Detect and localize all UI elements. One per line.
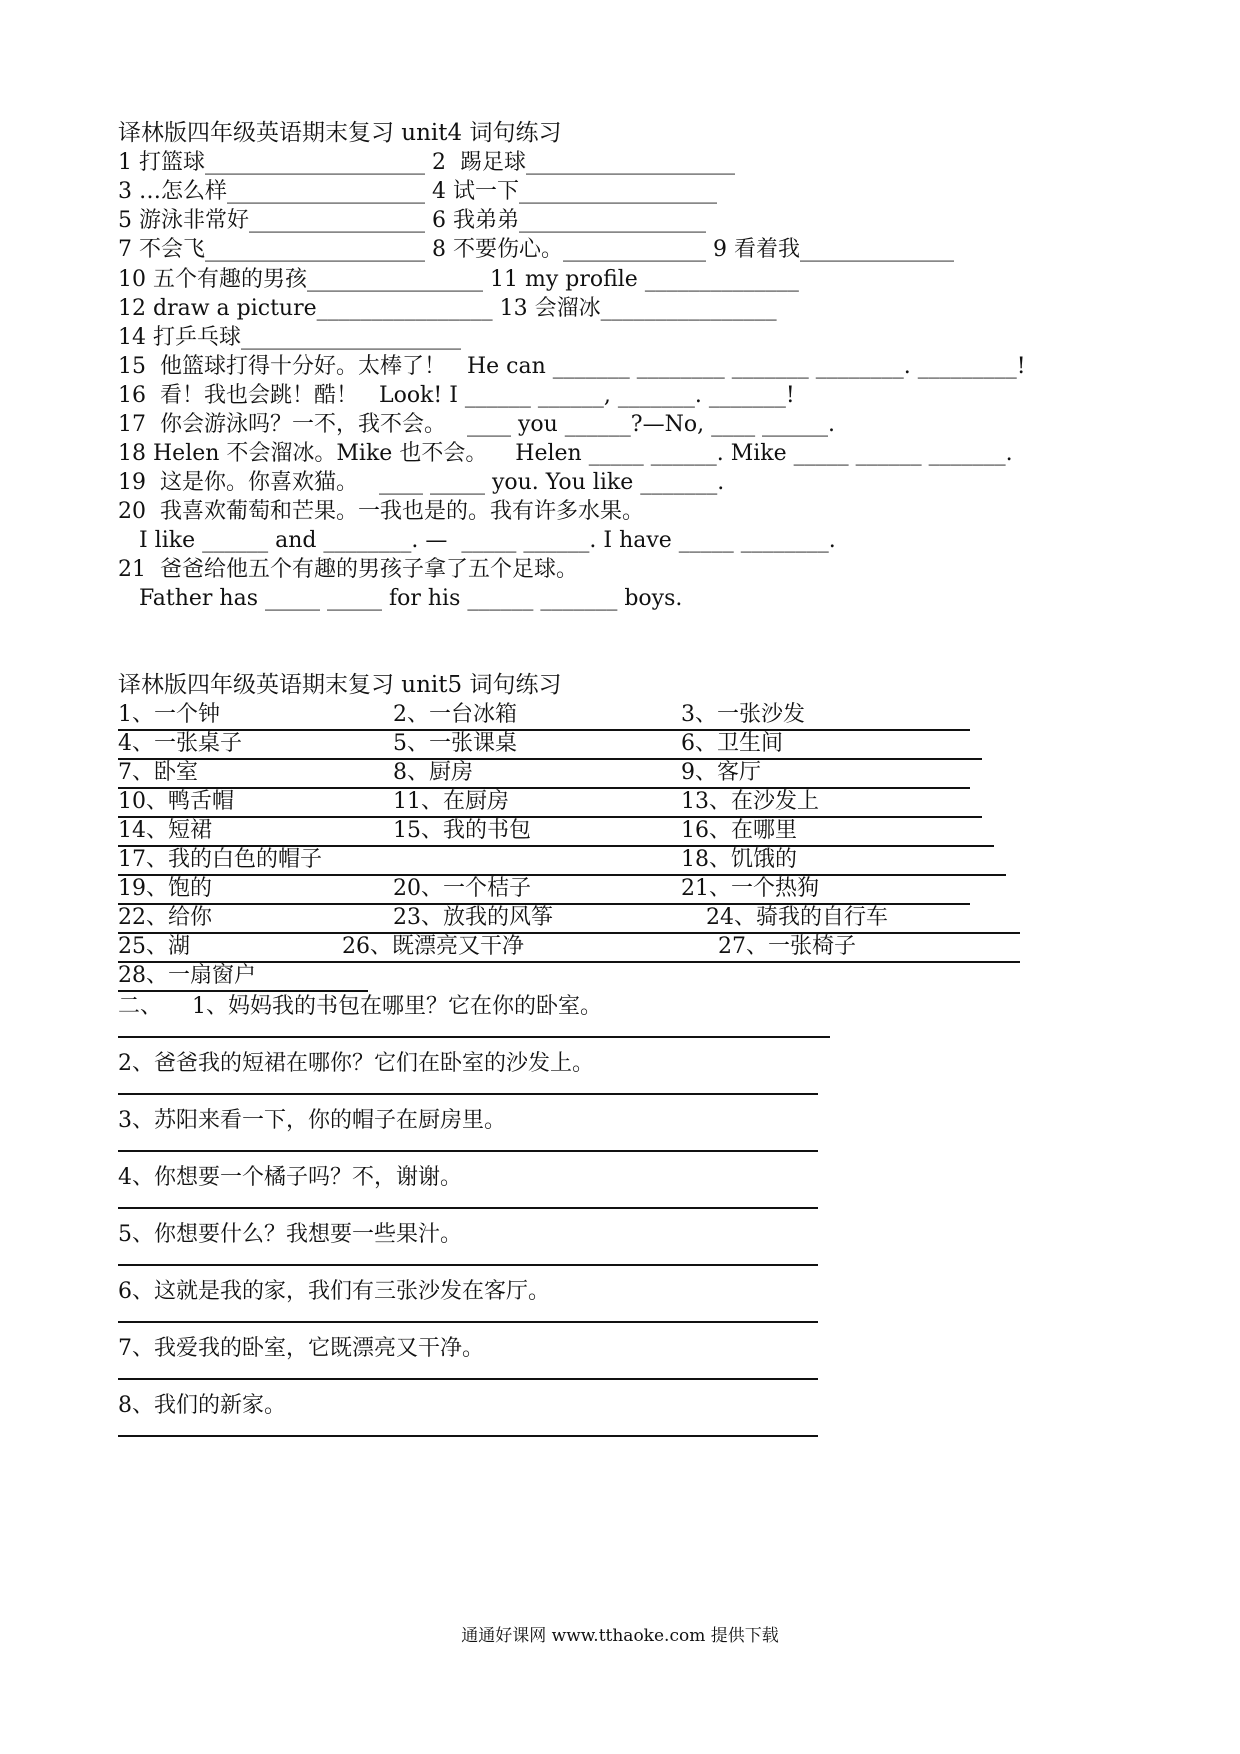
sentence-item: 3、苏阳来看一下，你的帽子在厨房里。	[118, 1108, 506, 1133]
vocab-item: 15、我的书包	[393, 818, 531, 843]
vocab-item: 20、一个桔子	[393, 876, 531, 901]
unit4-line: 1 打篮球____________________ 2 踢足球___________________	[118, 150, 735, 175]
sentence-item: 7、我爱我的卧室，它既漂亮又干净。	[118, 1336, 484, 1361]
sentence-item: 5、你想要什么？我想要一些果汁。	[118, 1222, 462, 1247]
vocab-item: 3、一张沙发	[681, 702, 805, 727]
answer-line[interactable]	[118, 1321, 818, 1323]
answer-line[interactable]	[118, 932, 1020, 934]
unit4-line: 12 draw a picture________________ 13 会溜冰________________	[118, 296, 777, 321]
unit4-line: 3 …怎么样__________________ 4 试一下__________________	[118, 179, 717, 204]
footer-text: 通通好课网 www.tthaoke.com 提供下载	[461, 1626, 779, 1646]
vocab-item: 4、一张桌子	[118, 731, 242, 756]
answer-line[interactable]	[118, 1150, 818, 1152]
vocab-item: 22、给你	[118, 905, 212, 930]
unit4-line: Father has _____ _____ for his ______ _______ boys.	[118, 586, 683, 611]
vocab-item: 28、一扇窗户	[118, 963, 256, 988]
unit4-line: 17 你会游泳吗？一不，我不会。 ____ you ______?—No, ____ ______.	[118, 412, 836, 437]
answer-line[interactable]	[118, 1264, 818, 1266]
section-two-label: 二、	[118, 994, 163, 1019]
answer-line[interactable]	[118, 816, 982, 818]
unit4-line: 18 Helen 不会溜冰。Mike 也不会。 Helen _____ ______. Mike _____ ______ _______.	[118, 441, 1013, 466]
vocab-item: 19、饱的	[118, 876, 212, 901]
unit4-line: 15 他篮球打得十分好。太棒了！ He can _______ ________ _______ ________. _________!	[118, 354, 1026, 379]
answer-line[interactable]	[118, 758, 982, 760]
vocab-item: 26、既漂亮又干净	[342, 934, 524, 959]
unit4-line: 21 爸爸给他五个有趣的男孩子拿了五个足球。	[118, 557, 578, 582]
vocab-item: 27、一张椅子	[718, 934, 856, 959]
sentence-item: 2、爸爸我的短裙在哪你？它们在卧室的沙发上。	[118, 1051, 594, 1076]
vocab-item: 2、一台冰箱	[393, 702, 517, 727]
vocab-item: 6、卫生间	[681, 731, 783, 756]
vocab-item: 25、湖	[118, 934, 190, 959]
vocab-item: 16、在哪里	[681, 818, 797, 843]
unit4-line: 7 不会飞____________________ 8 不要伤心。_____________ 9 看着我______________	[118, 237, 954, 262]
vocab-item: 14、短裙	[118, 818, 212, 843]
vocab-item: 21、一个热狗	[681, 876, 819, 901]
unit5-title: 译林版四年级英语期末复习 unit5 词句练习	[118, 672, 562, 698]
unit4-line: 14 打乒乓球____________________	[118, 325, 461, 350]
vocab-item: 9、客厅	[681, 760, 761, 785]
unit4-line: 5 游泳非常好________________ 6 我弟弟_________________	[118, 208, 706, 233]
answer-line[interactable]	[118, 1207, 818, 1209]
vocab-item: 10、鸭舌帽	[118, 789, 234, 814]
unit4-line: 16 看！我也会跳！酷！ Look! I ______ ______, _______. _______!	[118, 383, 795, 408]
sentence-item: 4、你想要一个橘子吗？不，谢谢。	[118, 1165, 462, 1190]
vocab-item: 18、饥饿的	[681, 847, 797, 872]
unit4-line: 10 五个有趣的男孩________________ 11 my profile ______________	[118, 267, 799, 292]
answer-line[interactable]	[118, 729, 970, 731]
vocab-item: 8、厨房	[393, 760, 473, 785]
answer-line[interactable]	[118, 1093, 818, 1095]
unit4-line: 19 这是你。你喜欢猫。 ____ _____ you. You like _______.	[118, 470, 725, 495]
unit4-line: 20 我喜欢葡萄和芒果。一我也是的。我有许多水果。	[118, 499, 644, 524]
vocab-item: 5、一张课桌	[393, 731, 517, 756]
answer-line[interactable]	[118, 874, 1006, 876]
answer-line[interactable]	[118, 787, 970, 789]
vocab-item: 17、我的白色的帽子	[118, 847, 322, 872]
vocab-item: 1、一个钟	[118, 702, 220, 727]
answer-line[interactable]	[118, 1036, 830, 1038]
sentence-item: 1、妈妈我的书包在哪里？它在你的卧室。	[192, 994, 602, 1019]
sentence-item: 8、我们的新家。	[118, 1393, 286, 1418]
unit4-title: 译林版四年级英语期末复习 unit4 词句练习	[118, 120, 562, 146]
vocab-item: 24、骑我的自行车	[706, 905, 888, 930]
vocab-item: 13、在沙发上	[681, 789, 819, 814]
answer-line[interactable]	[118, 1435, 818, 1437]
vocab-item: 23、放我的风筝	[393, 905, 553, 930]
sentence-item: 6、这就是我的家，我们有三张沙发在客厅。	[118, 1279, 550, 1304]
answer-line[interactable]	[118, 1378, 818, 1380]
vocab-item: 7、卧室	[118, 760, 198, 785]
vocab-item: 11、在厨房	[393, 789, 509, 814]
unit4-line: I like ______ and ________. — _____ ______. I have _____ ________.	[118, 528, 836, 553]
